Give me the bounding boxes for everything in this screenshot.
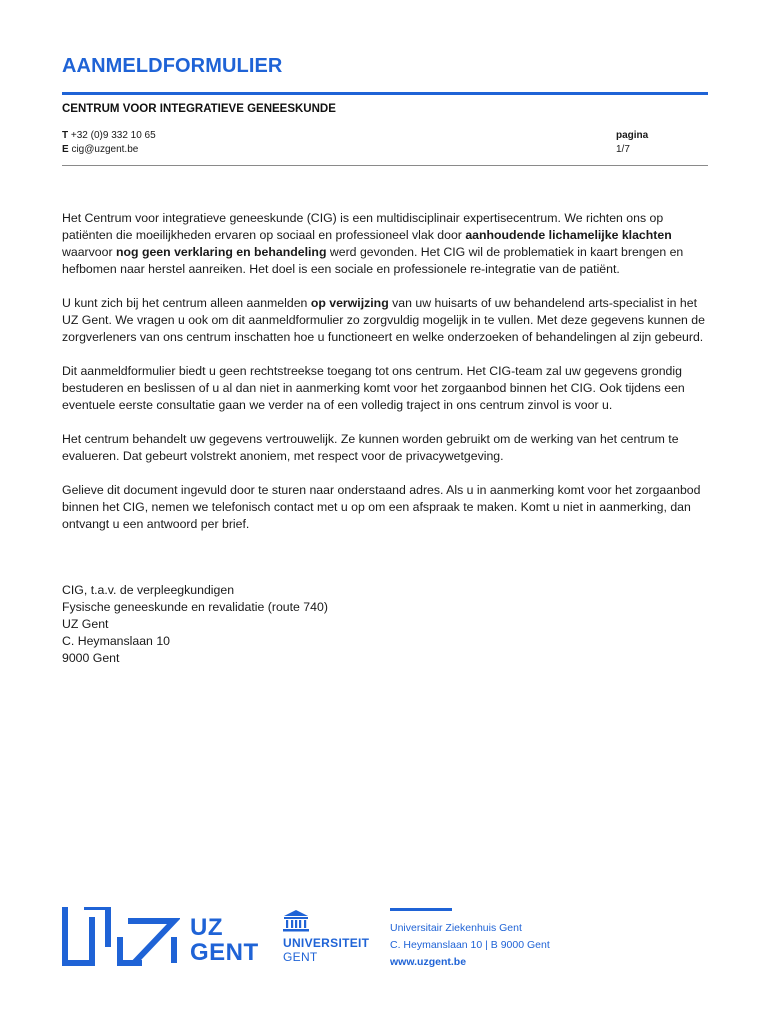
ugent-line-1: UNIVERSITEIT xyxy=(283,936,370,950)
website-link[interactable]: www.uzgent.be xyxy=(390,956,467,968)
text-run: van uw huisarts of uw behandelend arts-specialist in het UZ Gent. We vragen u ook om dit aanmeldformulier zo zorgvuldig mogelijk in te vullen. Met deze gegevens kunnen de zorgverleners van ons centrum inschatten hoe u functioneert en welke onderzoeken of behandelingen al zijn gebeurd. xyxy=(62,296,705,344)
emphasis-referral: op verwijzing xyxy=(310,296,389,310)
emphasis-complaints: aanhoudende lichamelijke klachten xyxy=(465,228,672,242)
emphasis-no-diagnosis: nog geen verklaring en behandeling xyxy=(116,245,327,259)
text-run: U kunt zich bij het centrum alleen aanmelden xyxy=(62,296,311,310)
paragraph-access: Dit aanmeldformulier biedt u geen rechtstreekse toegang tot ons centrum. Het CIG-team zal uw gegevens grondig bestuderen en beslissen of u al dan niet in aanmerking komt voor het zorgaanbod binnen het CIG. Ook tijdens een eventuele eerste consultatie gaan we verder na of een volledig traject in ons centrum zinvol is voor u. xyxy=(62,364,685,412)
ugent-line-2: GENT xyxy=(283,950,318,964)
page-number: 1/7 xyxy=(616,144,630,155)
uz-gent-wordmark xyxy=(190,915,259,965)
postal-address xyxy=(62,582,328,667)
paragraph-referral xyxy=(62,295,712,346)
centre-name: CENTRUM VOOR INTEGRATIEVE GENEESKUNDE xyxy=(62,103,336,115)
address-line: UZ Gent xyxy=(62,617,109,631)
footer xyxy=(0,880,770,1024)
ugent-wordmark xyxy=(283,936,369,964)
page-label: pagina xyxy=(616,130,649,141)
address-line: Fysische geneeskunde en revalidatie (route 740) xyxy=(62,600,328,614)
header-divider xyxy=(62,165,708,166)
address-line: 9000 Gent xyxy=(62,651,120,665)
text-run: Het Centrum voor integratieve geneeskunde (CIG) is een multidisciplinair expertisecentrum. We richten ons op patiënten die moeilijkheden ervaren op sociaal en professioneel vlak door xyxy=(62,211,664,242)
address-line: CIG, t.a.v. de verpleegkundigen xyxy=(62,583,235,597)
paragraph-intro xyxy=(62,210,712,278)
title-divider xyxy=(62,92,708,95)
phone-label: T xyxy=(62,130,69,141)
intro-text xyxy=(62,210,712,533)
page-indicator xyxy=(616,129,648,157)
phone-line xyxy=(62,129,156,143)
paragraph-submission: Gelieve dit document ingevuld door te sturen naar onderstaand adres. Als u in aanmerking komt voor het zorgaanbod binnen het CIG, nemen we telefonisch contact met u op om een afspraak te maken. Komt u niet in aanmerking, dan ontvangt u een antwoord per brief. xyxy=(62,483,701,531)
email-label: E xyxy=(62,144,69,155)
uz-gent-logo-icon xyxy=(62,907,180,969)
email-line xyxy=(62,143,156,157)
address-line: C. Heymanslaan 10 xyxy=(62,634,170,648)
text-run: werd gevonden. Het CIG wil de problematiek in kaart brengen en hefbomen naar herstel aanreiken. Het doel is een sociale en professionele re-integratie van de patiënt. xyxy=(62,245,684,276)
footer-contact xyxy=(390,920,550,971)
footer-divider xyxy=(390,908,452,911)
contact-block xyxy=(62,129,156,157)
page-title: AANMELDFORMULIER xyxy=(62,55,283,77)
paragraph-privacy: Het centrum behandelt uw gegevens vertrouwelijk. Ze kunnen worden gebruikt om de werking van het centrum te evalueren. Dat gebeurt volstrekt anoniem, met respect voor de privacywetgeving. xyxy=(62,432,679,463)
phone-number: +32 (0)9 332 10 65 xyxy=(70,130,156,141)
uz-wordmark-line: UZ xyxy=(190,914,223,941)
email-address: cig@uzgent.be xyxy=(71,144,139,155)
university-building-icon xyxy=(283,910,309,932)
hospital-address: C. Heymanslaan 10 | B 9000 Gent xyxy=(390,939,550,951)
hospital-name: Universitair Ziekenhuis Gent xyxy=(390,922,522,934)
text-run: waarvoor xyxy=(62,245,116,259)
gent-wordmark-line: GENT xyxy=(190,939,259,966)
